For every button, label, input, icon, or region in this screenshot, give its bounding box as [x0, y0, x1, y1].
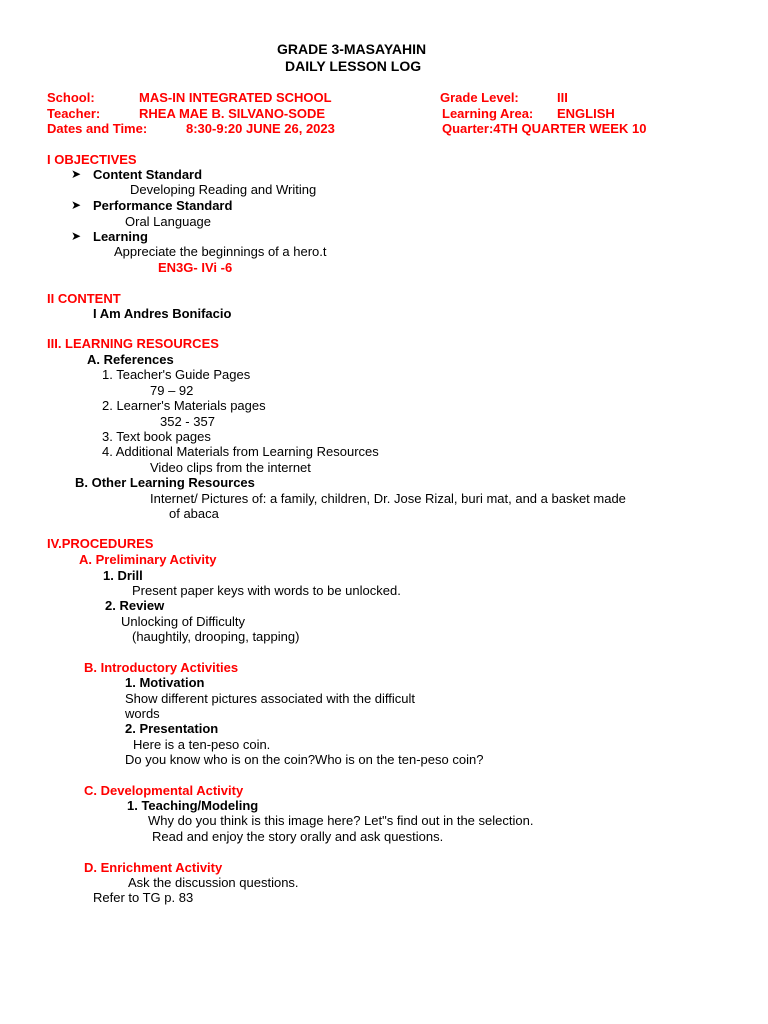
teacher-label: Teacher:	[47, 106, 101, 121]
teacher-value: RHEA MAE B. SILVANO-SODE	[139, 106, 326, 121]
grade-level-value: III	[557, 90, 568, 105]
content-heading: II CONTENT	[47, 291, 121, 306]
enrichment-value-line1: Ask the discussion questions.	[128, 875, 299, 890]
introductory-activities-heading: B. Introductory Activities	[84, 660, 239, 675]
teachers-guide-pages: 79 – 92	[150, 383, 194, 398]
arrowhead-bullet-icon: ➤	[71, 229, 82, 243]
objectives-heading: I OBJECTIVES	[47, 152, 137, 167]
enrichment-value-line2: Refer to TG p. 83	[93, 890, 194, 905]
developmental-activity-heading: C. Developmental Activity	[84, 783, 244, 798]
doc-title-line2: DAILY LESSON LOG	[285, 58, 422, 74]
performance-standard-label: Performance Standard	[93, 198, 233, 213]
preliminary-activity-heading: A. Preliminary Activity	[79, 552, 217, 567]
learning-area-label: Learning Area:	[442, 106, 534, 121]
school-value: MAS-IN INTEGRATED SCHOOL	[139, 90, 332, 105]
references-heading: A. References	[87, 352, 174, 367]
other-resources-line1: Internet/ Pictures of: a family, children, Dr. Jose Rizal, buri mat, and a basket made	[150, 491, 626, 506]
teaching-value-line1: Why do you think is this image here? Let"s find out in the selection.	[148, 813, 534, 828]
learners-materials-pages: 352 - 357	[160, 414, 215, 429]
procedures-heading: IV.PROCEDURES	[47, 536, 154, 551]
learning-label: Learning	[93, 229, 148, 244]
additional-materials-item: 4. Additional Materials from Learning Resources	[102, 444, 379, 459]
performance-standard-value: Oral Language	[125, 214, 212, 229]
arrowhead-bullet-icon: ➤	[71, 167, 82, 181]
learners-materials-item: 2. Learner's Materials pages	[102, 398, 266, 413]
drill-value: Present paper keys with words to be unlocked.	[132, 583, 401, 598]
arrowhead-bullet-icon: ➤	[71, 198, 82, 212]
dates-value: 8:30-9:20 JUNE 26, 2023	[186, 121, 335, 136]
teaching-value-line2: Read and enjoy the story orally and ask questions.	[152, 829, 444, 844]
review-value-line1: Unlocking of Difficulty	[121, 614, 246, 629]
quarter-value: Quarter:4TH QUARTER WEEK 10	[442, 121, 647, 136]
presentation-label: 2. Presentation	[125, 721, 219, 736]
drill-label: 1. Drill	[103, 568, 143, 583]
motivation-value-line1: Show different pictures associated with the difficult	[125, 691, 416, 706]
learning-area-value: ENGLISH	[557, 106, 615, 121]
enrichment-activity-heading: D. Enrichment Activity	[84, 860, 223, 875]
content-standard-label: Content Standard	[93, 167, 203, 182]
content-value: I Am Andres Bonifacio	[93, 306, 232, 321]
motivation-label: 1. Motivation	[125, 675, 205, 690]
learning-value: Appreciate the beginnings of a hero.t	[114, 244, 327, 259]
motivation-value-line2: words	[125, 706, 160, 721]
textbook-item: 3. Text book pages	[102, 429, 211, 444]
review-value-line2: (haughtily, drooping, tapping)	[132, 629, 300, 644]
teachers-guide-item: 1. Teacher's Guide Pages	[102, 367, 251, 382]
grade-level-label: Grade Level:	[440, 90, 519, 105]
other-resources-heading: B. Other Learning Resources	[75, 475, 255, 490]
presentation-value-line1: Here is a ten-peso coin.	[133, 737, 271, 752]
review-label: 2. Review	[105, 598, 165, 613]
doc-title-line1: GRADE 3-MASAYAHIN	[277, 41, 427, 57]
teaching-modeling-label: 1. Teaching/Modeling	[127, 798, 259, 813]
dates-label: Dates and Time:	[47, 121, 148, 136]
other-resources-line2: of abaca	[169, 506, 219, 521]
content-standard-value: Developing Reading and Writing	[130, 182, 317, 197]
presentation-value-line2: Do you know who is on the coin?Who is on the ten-peso coin?	[125, 752, 484, 767]
additional-materials-value: Video clips from the internet	[150, 460, 311, 475]
school-label: School:	[47, 90, 95, 105]
resources-heading: III. LEARNING RESOURCES	[47, 336, 219, 351]
competency-code: EN3G- IVi -6	[158, 260, 233, 275]
